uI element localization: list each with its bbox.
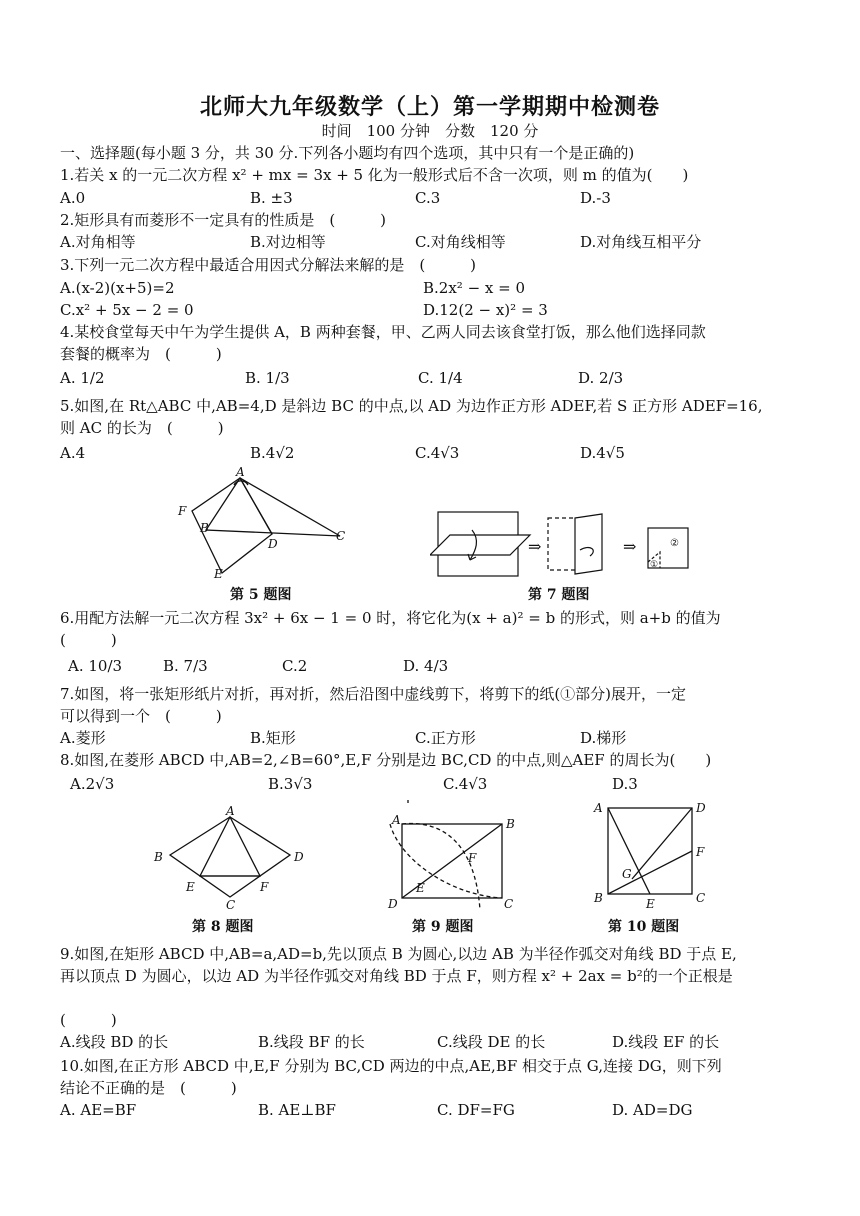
fig7-mark-1: ①: [650, 560, 659, 570]
q5-option-c: C.4√3: [415, 444, 460, 462]
q7-option-c: C.正方形: [415, 729, 476, 747]
q8-option-c: C.4√3: [443, 775, 488, 793]
fig5-label-a: A: [236, 466, 245, 479]
q9-stem-line1: 9.如图,在矩形 ABCD 中,AB=a,AD=b,先以顶点 B 为圆心,以边 AB 为半径作弧交对角线 BD 于点 E,: [60, 945, 737, 963]
figure-7: [430, 500, 700, 585]
fig9-label-b: B: [506, 817, 515, 831]
q6-option-d: D. 4/3: [403, 657, 449, 675]
q8-option-b: B.3√3: [268, 775, 313, 793]
q5-option-b: B.4√2: [250, 444, 295, 462]
fig10-label-e: E: [646, 897, 655, 910]
figure-10: [590, 798, 710, 910]
fig5-label-c: C: [336, 529, 346, 543]
fig7-arrow-1: ⇒: [528, 537, 542, 556]
q6-option-c: C.2: [282, 657, 308, 675]
q7-option-a: A.菱形: [60, 729, 106, 747]
q8-option-a: A.2√3: [70, 775, 115, 793]
q5-option-d: D.4√5: [580, 444, 625, 462]
fig8-label-f: F: [260, 880, 269, 894]
q1-option-c: C.3: [415, 189, 441, 207]
fig5-label-f: F: [178, 504, 187, 518]
figure-8: [150, 805, 310, 910]
q1-stem: 1.若关 x 的一元二次方程 x² + mx = 3x + 5 化为一般形式后不含一次项，则 m 的值为( ): [60, 166, 689, 184]
q2-option-c: C.对角线相等: [415, 233, 506, 251]
section-heading: 一、选择题(每小题 3 分，共 30 分.下列各小题均有四个选项，其中只有一个是正确的): [60, 144, 635, 162]
figure-5-caption: 第 5 题图: [230, 587, 292, 603]
fig10-label-a: A: [594, 801, 603, 815]
q7-stem-line1: 7.如图，将一张矩形纸片对折，再对折，然后沿图中虚线剪下，将剪下的纸(①部分)展开，一定: [60, 685, 687, 703]
q10-stem-line1: 10.如图,在正方形 ABCD 中,E,F 分别为 BC,CD 两边的中点,AE,BF 相交于点 G,连接 DG，则下列: [60, 1057, 722, 1075]
fig9-label-e: E: [416, 881, 425, 895]
fig10-label-f: F: [696, 845, 705, 859]
q6-stem-line1: 6.用配方法解一元二次方程 3x² + 6x − 1 = 0 时，将它化为(x + a)² = b 的形式，则 a+b 的值为: [60, 609, 721, 627]
fig9-label-c: C: [504, 897, 514, 911]
q9-option-c: C.线段 DE 的长: [437, 1033, 546, 1051]
q4-option-b: B. 1/3: [245, 369, 290, 387]
q7-option-d: D.梯形: [580, 729, 627, 747]
fig5-label-e: E: [214, 567, 223, 581]
fig8-label-b: B: [154, 850, 163, 864]
q1-option-d: D.-3: [580, 189, 611, 207]
segment-ae: [608, 808, 650, 894]
q10-option-c: C. DF=FG: [437, 1101, 515, 1119]
fig10-label-g: G: [622, 867, 632, 881]
q4-stem-line1: 4.某校食堂每天中午为学生提供 A，B 两种套餐，甲、乙两人同去该食堂打饭，那么他们选择同款: [60, 323, 706, 341]
q6-option-a: A. 10/3: [68, 657, 123, 675]
fig5-label-b: B: [200, 521, 209, 535]
page-title: 北师大九年级数学（上）第一学期期中检测卷: [199, 94, 660, 120]
q4-stem-line2: 套餐的概率为 ( ): [60, 345, 222, 363]
q4-option-d: D. 2/3: [578, 369, 624, 387]
q10-stem-line2: 结论不正确的是 ( ): [60, 1079, 237, 1097]
fig8-label-e: E: [186, 880, 195, 894]
q2-stem: 2.矩形具有而菱形不一定具有的性质是 ( ): [60, 211, 387, 229]
triangle-abc: [206, 478, 340, 536]
figure-7-caption: 第 7 题图: [528, 587, 590, 603]
q7-stem-line2: 可以得到一个 ( ): [60, 707, 222, 725]
q2-option-b: B.对边相等: [250, 233, 326, 251]
q5-stem-line1: 5.如图,在 Rt△ABC 中,AB=4,D 是斜边 BC 的中点,以 AD 为边作正方形 ADEF,若 S 正方形 ADEF=16,: [60, 397, 763, 415]
q9-option-d: D.线段 EF 的长: [612, 1033, 720, 1051]
fig8-label-c: C: [226, 898, 236, 910]
q8-option-d: D.3: [612, 775, 638, 793]
fig9-label-f: F: [468, 851, 477, 865]
q9-stem-line3: ( ): [60, 1011, 117, 1029]
triangle-aef: [200, 817, 260, 876]
fig5-label-d: D: [268, 537, 278, 551]
fig9-label-d: D: [388, 897, 398, 911]
q5-option-a: A.4: [60, 444, 86, 462]
square-abcd: [608, 808, 692, 894]
q3-option-b: B.2x² − x = 0: [423, 279, 526, 297]
figure-9: [380, 800, 525, 915]
q4-option-c: C. 1/4: [418, 369, 463, 387]
q2-option-a: A.对角相等: [60, 233, 136, 251]
figure-10-caption: 第 10 题图: [608, 919, 680, 935]
q6-stem-line2: ( ): [60, 631, 117, 649]
fig9-label-a: A: [392, 813, 401, 827]
figure-5: [170, 466, 360, 581]
fig10-label-b: B: [594, 891, 603, 905]
q3-option-a: A.(x-2)(x+5)=2: [60, 279, 175, 297]
q4-option-a: A. 1/2: [60, 369, 105, 387]
page-subtitle: 时间 100 分钟 分数 120 分: [321, 122, 539, 140]
q10-option-a: A. AE=BF: [60, 1101, 137, 1119]
fig7-arrow-2: ⇒: [623, 537, 637, 556]
fig10-label-c: C: [696, 891, 706, 905]
fig10-label-d: D: [696, 801, 706, 815]
fig8-label-d: D: [294, 850, 304, 864]
figure-9-caption: 第 9 题图: [412, 919, 474, 935]
q3-option-d: D.12(2 − x)² = 3: [423, 301, 548, 319]
q7-option-b: B.矩形: [250, 729, 296, 747]
segment-dg: [632, 808, 692, 879]
q9-option-b: B.线段 BF 的长: [258, 1033, 365, 1051]
q5-stem-line2: 则 AC 的长为 ( ): [60, 419, 224, 437]
q8-stem: 8.如图,在菱形 ABCD 中,AB=2,∠B=60°,E,F 分别是边 BC,CD 的中点,则△AEF 的周长为( ): [60, 751, 712, 769]
q1-option-b: B. ±3: [250, 189, 293, 207]
q9-option-a: A.线段 BD 的长: [60, 1033, 169, 1051]
figure-8-caption: 第 8 题图: [192, 919, 254, 935]
fig7-mark-2: ②: [670, 538, 679, 549]
fig8-label-a: A: [226, 805, 235, 818]
q10-option-b: B. AE⊥BF: [258, 1101, 336, 1119]
q6-option-b: B. 7/3: [163, 657, 208, 675]
q3-stem: 3.下列一元二次方程中最适合用因式分解法来解的是 ( ): [60, 256, 477, 274]
q2-option-d: D.对角线互相平分: [580, 233, 702, 251]
q10-option-d: D. AD=DG: [612, 1101, 693, 1119]
q9-stem-line2: 再以顶点 D 为圆心，以边 AD 为半径作弧交对角线 BD 于点 F，则方程 x² + 2ax = b²的一个正根是: [60, 967, 733, 985]
q3-option-c: C.x² + 5x − 2 = 0: [60, 301, 194, 319]
q1-option-a: A.0: [60, 189, 86, 207]
